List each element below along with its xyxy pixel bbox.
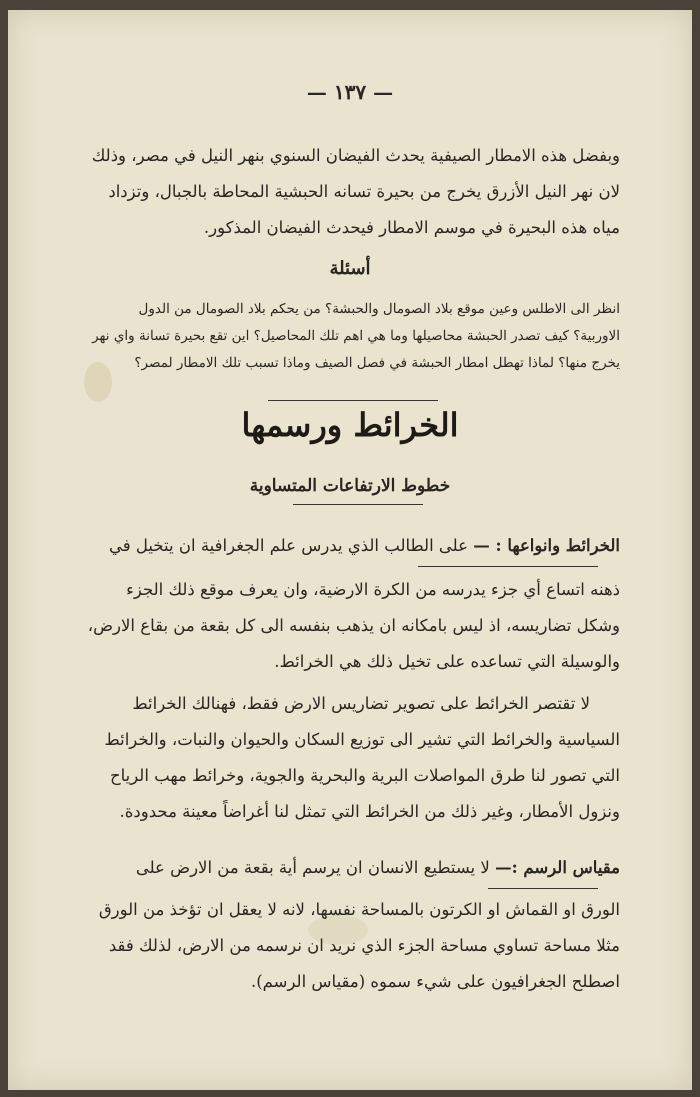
maps-heading: الخرائط وانواعها : —: [473, 536, 620, 555]
scale-heading: مقياس الرسم :—: [495, 858, 620, 877]
subtitle-rule: [293, 504, 423, 505]
chapter-subtitle: خطوط الارتفاعات المتساوية: [249, 476, 451, 496]
book-page: [8, 10, 692, 1090]
scale-heading-underline: [488, 888, 598, 889]
scale-first-line-text: لا يستطيع الانسان ان يرسم أية بقعة من الارض على: [135, 858, 490, 877]
maps-heading-underline: [418, 566, 598, 567]
maps-paragraph-1: ذهنه اتساع أي جزء يدرسه من الكرة الارضية، وان يعرف موقع ذلك الجزء وشكل تضاريسه، اذ ليس بامكانه ان يذهب بنفسه الى كل بقعة من بقاع الارض، والوسيلة التي تساعده على تخيل ذلك هي الخرائط.: [87, 580, 620, 671]
page-number: — ١٣٧ —: [306, 80, 394, 104]
questions-title: أسئلة: [329, 258, 371, 279]
maps-first-line: [80, 528, 620, 564]
title-rule: [268, 400, 438, 401]
maps-paragraph-2: لا تقتصر الخرائط على تصوير تضاريس الارض فقط، فهنالك الخرائط السياسية والخرائط التي تشير الى توزيع السكان والحيوان والنبات، والخرائط التي تصور لنا طرق المواصلات البرية والبحرية والجوية، وخرائط مهب الرياح ونزول الأمطار، وغير ذلك من الخرائط التي تمثل لنا أغراضاً معينة محدودة.: [104, 694, 620, 821]
scale-first-line: [80, 850, 620, 886]
maps-first-line-text: على الطالب الذي يدرس علم الجغرافية ان يتخيل في: [109, 536, 468, 555]
questions-text: انظر الى الاطلس وعين موقع بلاد الصومال والحبشة؟ من يحكم بلاد الصومال من الدول الاوربية؟ كيف تصدر الحبشة محاصيلها وما هي اهم تلك المحاصيل؟ اين تقع بحيرة تسانة واي نهر يخرج منها؟ لماذا تهطل امطار الحبشة في فصل الصيف وماذا تسبب تلك الامطار لمصر؟: [92, 301, 620, 371]
chapter-title: الخرائط ورسمها: [241, 406, 459, 444]
intro-paragraph: وبفضل هذه الامطار الصيفية يحدث الفيضان السنوي بنهر النيل في مصر، وذلك لان نهر النيل الأزرق يخرج من بحيرة تسانه الحبشية المحاطة بالجبال، وتزداد مياه هذه البحيرة في موسم الامطار فيحدث الفيضان المذكور.: [91, 146, 620, 237]
scale-paragraph: الورق او القماش او الكرتون بالمساحة نفسها، لانه لا يعقل ان تؤخذ من الورق مثلا مساحة تساوي مساحة الجزء الذي نريد ان نرسمه من الارض، لذلك فقد اصطلح الجغرافيون على شيء سموه (مقياس الرسم).: [98, 900, 620, 991]
